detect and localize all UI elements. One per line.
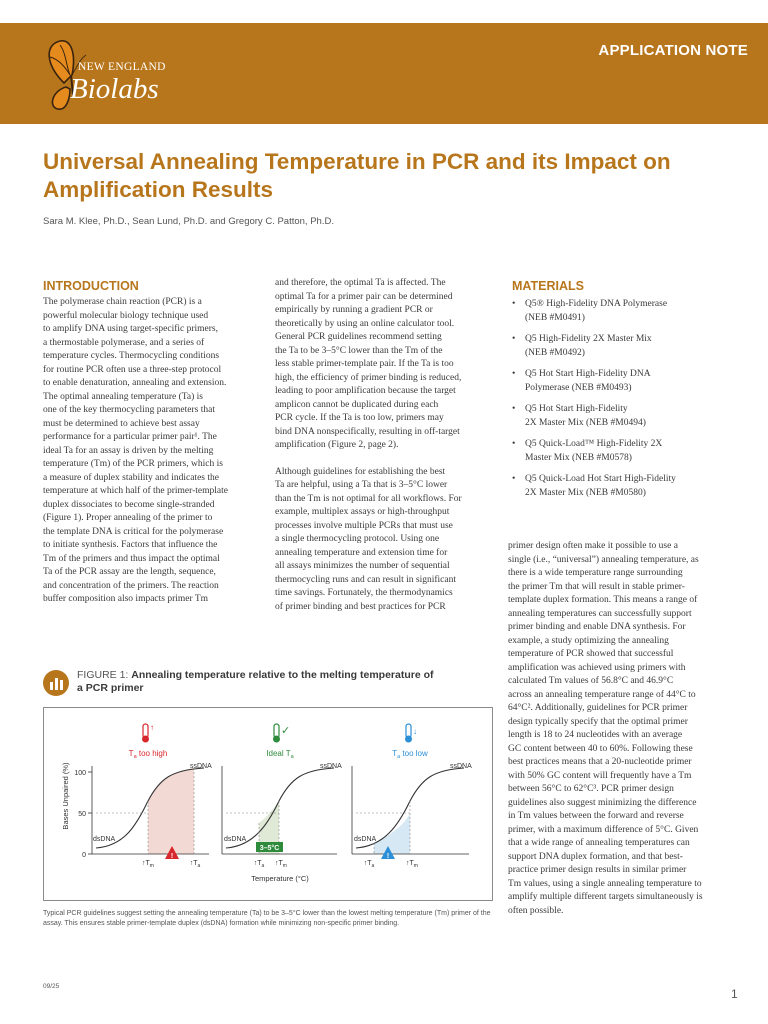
list-item: • Q5 High-Fidelity 2X Master Mix (NEB #M0492): [512, 333, 722, 360]
intro-column-1: [43, 296, 271, 607]
tm-marker: $↑T_m$: [142, 860, 154, 869]
ta-marker: $↑T_a$: [189, 860, 201, 869]
svg-text:↓: ↓: [413, 727, 417, 736]
state-label-low: dsDNA: [93, 836, 116, 843]
introduction-heading: INTRODUCTION: [43, 279, 139, 293]
y-tick-label: 100: [74, 770, 86, 777]
figure-caption: Typical PCR guidelines suggest setting the annealing temperature (Ta) to be 3–5°C lower than the lowest melting temperature (Tm) primer of the assay. This ensures stable primer-template duplex (dsDNA) formation while minimizing non-specific primer binding.: [43, 910, 491, 927]
footer-date: 09/25: [43, 983, 60, 990]
brand-line1: NEW ENGLAND: [78, 61, 166, 73]
materials-list: [512, 298, 722, 508]
x-axis-label: Temperature (°C): [251, 874, 309, 883]
tm-marker: $↑T_m$: [406, 860, 418, 869]
svg-text:✓: ✓: [281, 725, 291, 737]
svg-text:!: !: [170, 853, 174, 860]
state-label-high: ssDNA: [320, 763, 342, 770]
state-label-high: ssDNA: [190, 763, 212, 770]
y-tick-label: 50: [78, 811, 86, 818]
materials-heading: MATERIALS: [512, 279, 584, 293]
list-item: • Q5® High-Fidelity DNA Polymerase (NEB #M0491): [512, 298, 722, 325]
intro-paragraph-4: primer design often make it possible to use a single (i.e., “universal”) annealing temperature, as there is a wide temperature range surrounding the primer Tm that will result in stable primer- template duplex formation. This means a range of annealing temperatures can successfully support primer binding and enable DNA synthesis. For example, a study optimizing the annealing temperature of PCR showed that successful amplification was achieved using primers with calculated Tm values of 56.8°C and 46.9°C across an annealing temperature range of 44°C to 64°C². Additionally, guidelines for PCR primer design typically specify that the optimal primer length is 18 to 24 nucleotides with an average GC content between 40 to 60%. Following these best practices means that a 20-nucleotide primer with 50% GC content will frequently have a Tm between 56°C to 62°C³. PCR primer design guidelines also suggest minimizing the difference in Tm values between the forward and reverse primer, with a maximum difference of 5°C. Given that a wide range of annealing temperatures can support DNA duplex formation, and that best- practice primer design results in similar primer Tm values, using a single annealing temperature to amplify multiple different targets simultaneously is often possible.: [508, 541, 703, 916]
figure-title-text: Annealing temperature relative to the melting temperature of a PCR primer: [77, 669, 434, 694]
state-label-low: dsDNA: [354, 836, 377, 843]
panel-ideal-ta: [222, 724, 342, 869]
state-label-low: dsDNA: [224, 836, 247, 843]
panel-label: Ideal $T_a$: [266, 749, 294, 760]
bar-chart-icon: [43, 670, 69, 696]
list-item: • Q5 Quick-Load™ High-Fidelity 2X Master Mix (NEB #M0578): [512, 438, 722, 465]
note-type: APPLICATION NOTE: [598, 42, 748, 59]
intro-column-2: [275, 277, 493, 614]
figure-box: [43, 707, 493, 901]
panel-ta-too-low: [352, 724, 472, 869]
header-banner: [0, 23, 768, 124]
svg-text:!: !: [386, 853, 390, 860]
authors: Sara M. Klee, Ph.D., Sean Lund, Ph.D. and Gregory C. Patton, Ph.D.: [43, 216, 334, 227]
ta-marker: $↑T_a$: [363, 860, 375, 869]
list-item: • Q5 Quick-Load Hot Start High-Fidelity 2X Master Mix (NEB #M0580): [512, 473, 722, 500]
brand-line2: Biolabs: [70, 73, 159, 105]
intro-column-3: [508, 540, 726, 918]
list-item: • Q5 Hot Start High-Fidelity 2X Master Mix (NEB #M0494): [512, 403, 722, 430]
tm-marker: $↑T_m$: [275, 860, 287, 869]
delta-label: 3–5°C: [259, 845, 280, 852]
panel-label: $T_a$ too high: [128, 749, 168, 760]
melting-curve-figure: [44, 708, 492, 900]
intro-paragraph-3: Although guidelines for establishing the best Ta are helpful, using a Ta that is 3–5°C lower than the Tm is not optimal for all workflows. For example, multiplex assays or high-throughput processes involve multiple PCRs that must use a single thermocycling protocol. Using one annealing temperature and extension time for all assays minimizes the number of sequential thermocycling runs and can result in significant time savings. Fortunately, the thermodynamics of primer binding and best practices for PCR: [275, 466, 462, 612]
ta-marker: $↑T_a$: [253, 860, 265, 869]
figure-label: FIGURE 1:: [77, 669, 129, 681]
panel-label: $T_a$ too low: [392, 749, 428, 760]
intro-paragraph-1: The polymerase chain reaction (PCR) is a powerful molecular biology technique used to amplify DNA using target-specific primers, a thermostable polymerase, and a series of temperature cycles. Thermocycling conditions for routine PCR often use a three-step protocol to enable denaturation, annealing and extension. The optimal annealing temperature (Ta) is one of the key thermocycling parameters that must be determined to achieve best assay performance for a particular primer pair¹. The ideal Ta for an assay is driven by the melting temperature (Tm) of the PCR primers, which is a measure of duplex stability and indicates the temperature at which half of the primer-template duplex dissociates to become single-stranded (Figure 1). Proper annealing of the primer to the template DNA is critical for the polymerase to initiate synthesis. Factors that influence the Tm of the primers and thus impact the optimal Ta of the PCR assay are the length, sequence, and concentration of the primers. The reaction buffer composition also impacts primer Tm: [43, 297, 228, 604]
y-tick-label: 0: [82, 852, 86, 859]
page-number: 1: [731, 987, 738, 1001]
list-item: • Q5 Hot Start High-Fidelity DNA Polymerase (NEB #M0493): [512, 368, 722, 395]
y-axis-label: Bases Unpaired (%): [61, 762, 70, 830]
panel-ta-too-high: [92, 723, 212, 869]
state-label-high: ssDNA: [450, 763, 472, 770]
page-title: Universal Annealing Temperature in PCR and its Impact on Amplification Results: [43, 149, 671, 202]
intro-paragraph-2: and therefore, the optimal Ta is affected. The optimal Ta for a primer pair can be determined empirically by running a gradient PCR or theoretically by using an online calculator tool. General PCR guidelines recommend setting the Ta to be 3–5°C lower than the Tm of the less stable primer-template pair. If the Ta is too high, the efficiency of primer binding is reduced, leading to poor amplification because the target amplicon cannot be duplicated during each PCR cycle. If the Ta is too low, primers may bind DNA nonspecifically, resulting in off-target amplification (Figure 2, page 2).: [275, 278, 462, 450]
figure-title: [77, 669, 437, 695]
svg-text:↑: ↑: [150, 723, 154, 732]
